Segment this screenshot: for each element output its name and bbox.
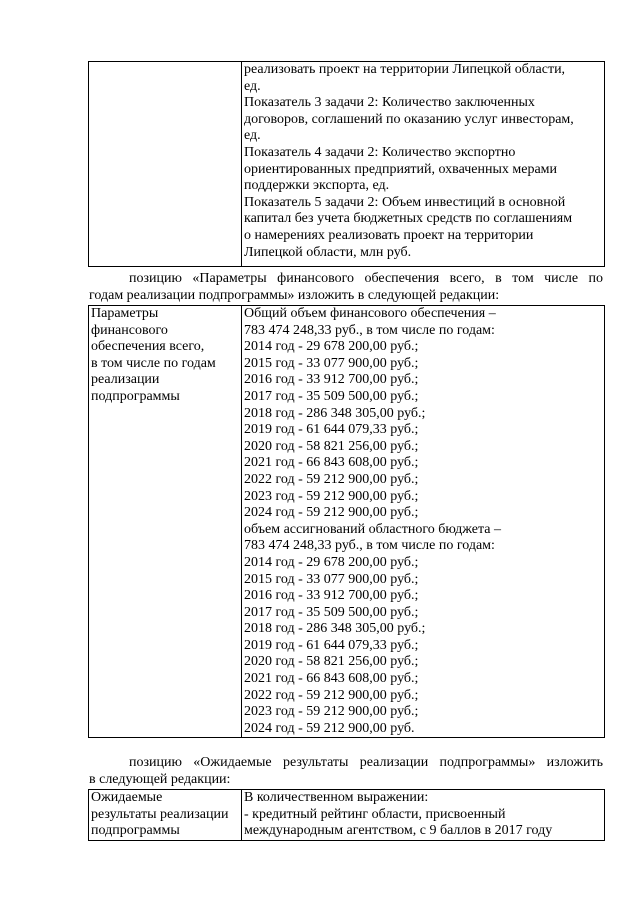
text-line: 2014 год - 29 678 200,00 руб.; <box>244 554 419 570</box>
text-line: 2017 год - 35 509 500,00 руб.; <box>244 388 419 404</box>
instruction-line: в следующей редакции: <box>89 771 231 787</box>
text-line: о намерениях реализовать проект на территории <box>244 227 534 243</box>
text-line: 2019 год - 61 644 079,33 руб.; <box>244 637 419 653</box>
indicators-list <box>244 62 602 261</box>
text-line: Общий объем финансового обеспечения – <box>244 306 496 321</box>
text-line: 2016 год - 33 912 700,00 руб.; <box>244 588 419 604</box>
instruction-paragraph <box>89 271 603 304</box>
table-row <box>89 790 605 841</box>
text-line: 2018 год - 286 348 305,00 руб.; <box>244 405 426 421</box>
results-label <box>91 790 239 840</box>
text-line: Липецкой области, млн руб. <box>244 244 412 260</box>
text-line: 2023 год - 59 212 900,00 руб.; <box>244 488 419 504</box>
financing-values-list <box>244 306 602 737</box>
text-line: капитал без учета бюджетных средств по соглашениям <box>244 211 573 227</box>
text-line: 2021 год - 66 843 608,00 руб.; <box>244 455 419 471</box>
text-line: 783 474 248,33 руб., в том числе по годам: <box>244 322 495 338</box>
results-values-list <box>244 790 602 840</box>
table-row <box>89 62 605 267</box>
text-line: реализовать проект на территории Липецкой области, <box>244 62 566 77</box>
table-row <box>89 306 605 738</box>
text-line: 2016 год - 33 912 700,00 руб.; <box>244 372 419 388</box>
instruction-paragraph <box>89 755 603 788</box>
financing-label <box>91 306 239 406</box>
text-line: 2023 год - 59 212 900,00 руб.; <box>244 704 419 720</box>
text-line: 2024 год - 59 212 900,00 руб.; <box>244 505 419 521</box>
text-line: 2020 год - 58 821 256,00 руб.; <box>244 654 419 670</box>
text-line: 2019 год - 61 644 079,33 руб.; <box>244 422 419 438</box>
text-line: Параметры <box>91 306 159 321</box>
table-cell-left <box>89 62 242 267</box>
text-line: обеспечения всего, <box>91 339 205 355</box>
text-line: 2024 год - 59 212 900,00 руб. <box>244 720 415 736</box>
instruction-line: годам реализации подпрограммы» изложить в следующей редакции: <box>89 287 500 303</box>
text-line: поддержки экспорта, ед. <box>244 178 390 194</box>
text-line: ед. <box>244 78 261 94</box>
text-line: подпрограммы <box>91 388 180 404</box>
text-line: 783 474 248,33 руб., в том числе по годам: <box>244 538 495 554</box>
text-line: 2018 год - 286 348 305,00 руб.; <box>244 621 426 637</box>
indicators-table <box>88 61 605 267</box>
financing-values-cell <box>242 306 605 738</box>
text-line: ед. <box>244 128 261 144</box>
text-line: Показатель 3 задачи 2: Количество заключенных <box>244 95 535 111</box>
text-line: международным агентством, с 9 баллов в 2017 году <box>244 823 553 839</box>
text-line: 2022 год - 59 212 900,00 руб.; <box>244 687 419 703</box>
text-line: реализации <box>91 372 160 388</box>
text-line: 2014 год - 29 678 200,00 руб.; <box>244 339 419 355</box>
text-line: финансового <box>91 322 168 338</box>
instruction-line: позицию «Ожидаемые результаты реализации подпрограммы» изложить <box>129 755 603 770</box>
text-line: ориентированных предприятий, охваченных мерами <box>244 161 558 177</box>
text-line: 2021 год - 66 843 608,00 руб.; <box>244 671 419 687</box>
text-line: 2022 год - 59 212 900,00 руб.; <box>244 471 419 487</box>
text-line: В количественном выражении: <box>244 790 429 805</box>
financing-label-cell <box>89 306 242 738</box>
results-label-cell <box>89 790 242 841</box>
text-line: результаты реализации <box>91 806 229 822</box>
text-line: 2020 год - 58 821 256,00 руб.; <box>244 438 419 454</box>
text-line: подпрограммы <box>91 823 180 839</box>
table-cell-right <box>242 62 605 267</box>
results-table <box>88 789 605 841</box>
text-line: 2015 год - 33 077 900,00 руб.; <box>244 355 419 371</box>
text-line: в том числе по годам <box>91 355 216 371</box>
text-line: 2017 год - 35 509 500,00 руб.; <box>244 604 419 620</box>
instruction-line: позицию «Параметры финансового обеспечения всего, в том числе по <box>129 271 603 286</box>
text-line: - кредитный рейтинг области, присвоенный <box>244 806 506 822</box>
financing-table <box>88 305 605 738</box>
results-values-cell <box>242 790 605 841</box>
text-line: договоров, соглашений по оказанию услуг инвесторам, <box>244 111 574 127</box>
text-line: Ожидаемые <box>91 790 163 805</box>
text-line: объем ассигнований областного бюджета – <box>244 521 501 537</box>
text-line: 2015 год - 33 077 900,00 руб.; <box>244 571 419 587</box>
text-line: Показатель 4 задачи 2: Количество экспортно <box>244 144 516 160</box>
text-line: Показатель 5 задачи 2: Объем инвестиций в основной <box>244 194 566 210</box>
